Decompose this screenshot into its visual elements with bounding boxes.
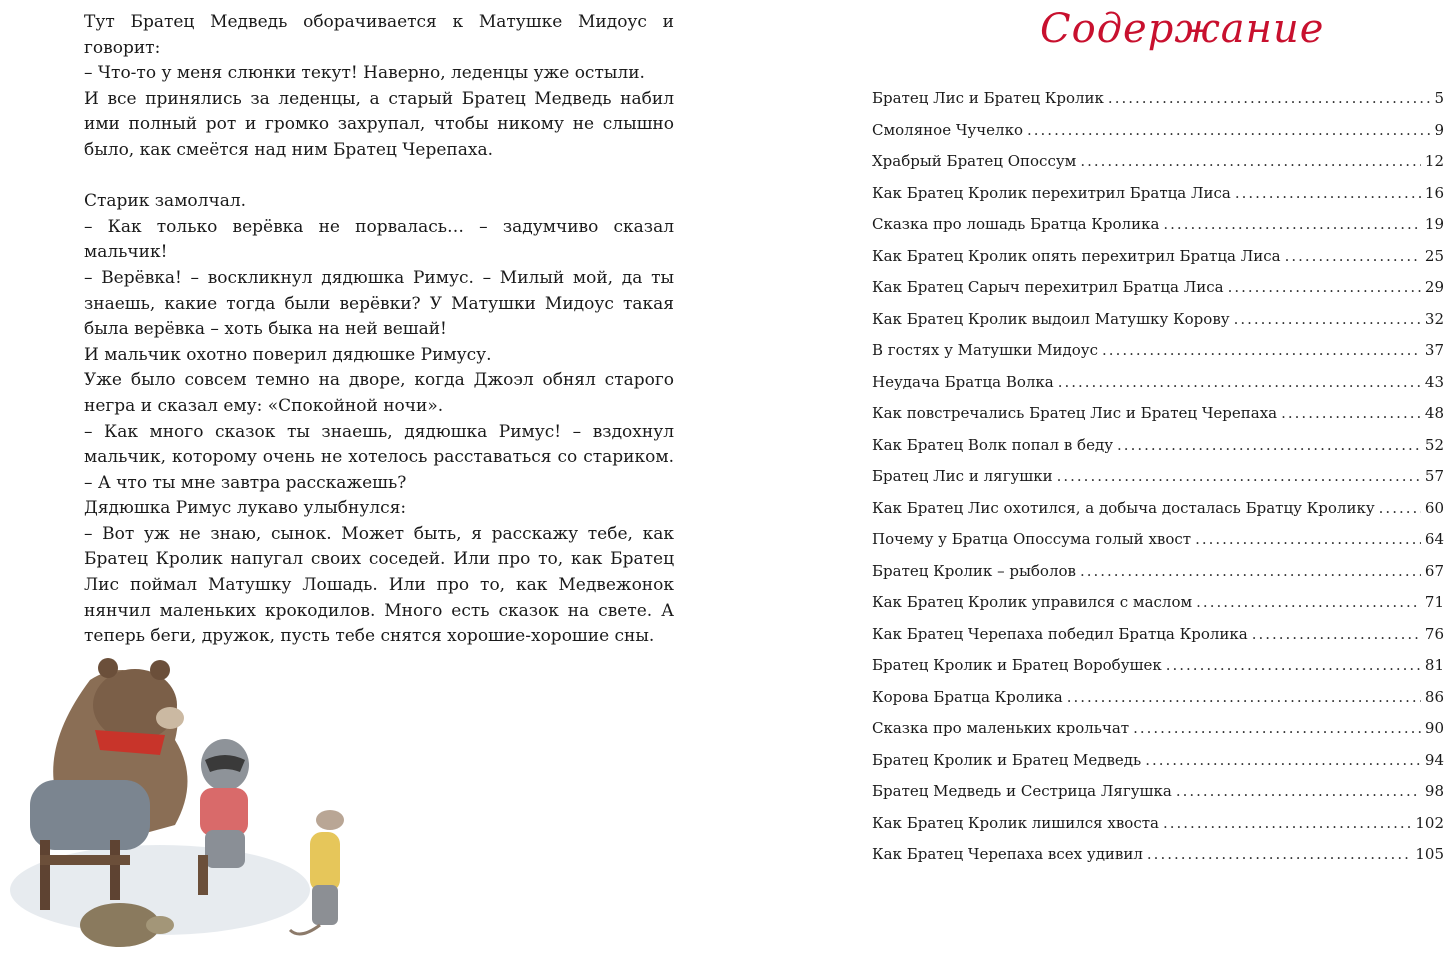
toc-title: Содержание: [1040, 6, 1325, 52]
toc-entry-title: Корова Братца Кролика: [872, 687, 1063, 706]
toc-entry-title: Братец Кролик и Братец Воробушек: [872, 656, 1162, 674]
toc-entry-title: Как Братец Лис охотился, а добыча досталась Братцу Кролику: [872, 498, 1375, 517]
toc-page-number: 64: [1424, 530, 1444, 548]
toc-leader-dots: [1281, 404, 1421, 422]
story-paragraph: Старик замолчал.: [84, 191, 247, 212]
toc-entry-title: Как Братец Кролик выдоил Матушку Корову: [872, 309, 1230, 328]
toc-entry[interactable]: [872, 184, 1444, 216]
toc-entry-title: Братец Медведь и Сестрица Лягушка: [872, 782, 1172, 800]
story-paragraph: Дядюшка Римус лукаво улыбнулся:: [84, 498, 407, 519]
toc-page-number: 94: [1424, 750, 1444, 769]
story-paragraph: – Вот уж не знаю, сынок. Может быть, я расскажу тебе, как Братец Кролик напугал своих соседей. Или про то, как Братец Лис поймал Матушку Лошадь. Или про то, как Медвежонок нянчил маленьких крокодилов. Много есть сказок на свете. А теперь беги, дружок, пусть тебе снятся хорошие-хорошие сны.: [84, 523, 674, 647]
toc-page-number: 43: [1424, 372, 1444, 391]
toc-entry-title: Братец Кролик – рыболов: [872, 561, 1076, 580]
toc-page-number: 52: [1424, 435, 1444, 454]
toc-entry-title: Как Братец Кролик управился с маслом: [872, 593, 1193, 611]
toc-leader-dots: [1285, 247, 1421, 265]
toc-leader-dots: [1117, 436, 1421, 454]
toc-page-number: 9: [1434, 120, 1444, 139]
story-paragraph: – Что-то у меня слюнки текут! Наверно, леденцы уже остыли.: [84, 63, 645, 84]
toc-entry-title: Как Братец Кролик перехитрил Братца Лиса: [872, 183, 1231, 202]
toc-leader-dots: [1379, 499, 1421, 517]
toc-entry[interactable]: [872, 404, 1444, 436]
toc-page-number: 25: [1424, 246, 1444, 265]
toc-page-number: 32: [1424, 309, 1444, 328]
toc-entry[interactable]: [872, 688, 1444, 720]
toc-entry[interactable]: [872, 373, 1444, 405]
toc-entry-title: Сказка про лошадь Братца Кролика: [872, 215, 1160, 233]
toc-entry-title: Смоляное Чучелко: [872, 120, 1023, 139]
toc-leader-dots: [1145, 751, 1421, 769]
animals-illustration: [0, 640, 380, 958]
toc-page-number: 98: [1424, 782, 1444, 800]
toc-page-number: 19: [1424, 215, 1444, 233]
toc-leader-dots: [1102, 341, 1421, 359]
toc-leader-dots: [1080, 562, 1421, 580]
story-paragraph: – Как много сказок ты знаешь, дядюшка Римус! – вздохнул мальчик, которому очень не хотелось расставаться со стариком. – А что ты мне завтра расскажешь?: [84, 421, 674, 493]
toc-page-number: 29: [1424, 278, 1444, 296]
toc-leader-dots: [1058, 373, 1421, 391]
toc-leader-dots: [1235, 184, 1421, 202]
toc-entry-title: Почему у Братца Опоссума голый хвост: [872, 530, 1192, 548]
toc-entry[interactable]: [872, 625, 1444, 657]
toc-leader-dots: [1147, 845, 1411, 863]
toc-page-number: 12: [1424, 152, 1444, 170]
paragraph-gap: [84, 164, 674, 190]
toc-leader-dots: [1027, 121, 1430, 139]
toc-entry-title: Храбрый Братец Опоссум: [872, 152, 1077, 170]
toc-leader-dots: [1057, 467, 1421, 485]
toc-entry-title: Как повстречались Братец Лис и Братец Черепаха: [872, 404, 1278, 422]
table-of-contents: [872, 89, 1444, 877]
toc-page-number: 76: [1424, 624, 1444, 643]
toc-entry-title: В гостях у Матушки Мидоус: [872, 341, 1099, 359]
toc-entry[interactable]: [872, 530, 1444, 562]
story-paragraph: И все принялись за леденцы, а старый Братец Медведь набил ими полный рот и громко захрупал, чтобы никому не слышно было, как смеётся над ним Братец Черепаха.: [84, 88, 674, 160]
toc-entry[interactable]: [872, 719, 1444, 751]
toc-entry[interactable]: [872, 751, 1444, 783]
story-paragraph: Тут Братец Медведь оборачивается к Матушке Мидоус и говорит:: [84, 12, 674, 58]
toc-entry-title: Неудача Братца Волка: [872, 372, 1054, 391]
toc-entry-title: Братец Лис и Братец Кролик: [872, 89, 1104, 107]
toc-entry-title: Как Братец Черепаха всех удивил: [872, 845, 1143, 863]
toc-leader-dots: [1228, 278, 1421, 296]
story-paragraph: – Как только верёвка не порвалась… – задумчиво сказал мальчик!: [84, 216, 674, 263]
toc-entry-title: Братец Кролик и Братец Медведь: [872, 750, 1142, 769]
toc-page-number: 90: [1424, 719, 1444, 737]
toc-leader-dots: [1108, 89, 1431, 107]
mouse-figure: [290, 810, 344, 934]
toc-entry-title: Как Братец Черепаха победил Братца Кролика: [872, 624, 1248, 643]
toc-entry[interactable]: [872, 845, 1444, 877]
toc-leader-dots: [1196, 593, 1421, 611]
toc-page-number: 102: [1415, 813, 1444, 832]
toc-entry[interactable]: [872, 215, 1444, 247]
story-paragraph: – Верёвка! – воскликнул дядюшка Римус. – Милый мой, да ты знаешь, какие тогда были верёвки? У Матушки Мидоус такая была верёвка – хоть быка на ней вешай!: [84, 267, 674, 340]
toc-page-number: 60: [1424, 498, 1444, 517]
toc-entry-title: Как Братец Волк попал в беду: [872, 435, 1114, 454]
story-paragraph: И мальчик охотно поверил дядюшке Римусу.: [84, 344, 492, 365]
toc-entry-title: Как Братец Кролик лишился хвоста: [872, 813, 1159, 832]
toc-entry[interactable]: [872, 89, 1444, 121]
toc-leader-dots: [1166, 656, 1421, 674]
toc-page-number: 16: [1424, 183, 1444, 202]
toc-entry[interactable]: [872, 152, 1444, 184]
toc-leader-dots: [1252, 625, 1421, 643]
toc-entry[interactable]: [872, 562, 1444, 594]
toc-leader-dots: [1195, 530, 1421, 548]
toc-entry[interactable]: [872, 782, 1444, 814]
toc-page-number: 37: [1424, 341, 1444, 359]
toc-leader-dots: [1080, 152, 1421, 170]
toc-entry[interactable]: [872, 310, 1444, 342]
story-paragraph: Уже было совсем темно на дворе, когда Джоэл обнял старого негра и сказал ему: «Спокойной ночи».: [84, 370, 674, 416]
toc-page-number: 57: [1424, 467, 1444, 485]
toc-page-number: 67: [1424, 561, 1444, 580]
toc-page-number: 81: [1424, 656, 1444, 674]
toc-entry[interactable]: [872, 436, 1444, 468]
toc-entry-title: Как Братец Кролик опять перехитрил Братца Лиса: [872, 246, 1281, 265]
toc-leader-dots: [1067, 688, 1421, 706]
toc-entry[interactable]: [872, 593, 1444, 625]
toc-entry[interactable]: [872, 278, 1444, 310]
story-text: [84, 10, 674, 650]
toc-entry[interactable]: [872, 341, 1444, 373]
toc-entry-title: Братец Лис и лягушки: [872, 467, 1053, 485]
toc-page-number: 105: [1415, 845, 1444, 863]
toc-entry[interactable]: [872, 656, 1444, 688]
toc-leader-dots: [1133, 719, 1421, 737]
toc-page-number: 71: [1424, 593, 1444, 611]
left-page: [0, 0, 722, 958]
toc-leader-dots: [1163, 215, 1421, 233]
toc-entry[interactable]: [872, 467, 1444, 499]
toc-page-number: 5: [1434, 89, 1444, 107]
toc-page-number: 48: [1424, 404, 1444, 422]
toc-leader-dots: [1163, 814, 1411, 832]
toc-entry-title: Сказка про маленьких крольчат: [872, 719, 1130, 737]
toc-entry[interactable]: [872, 247, 1444, 279]
toc-leader-dots: [1176, 782, 1421, 800]
toc-page-number: 86: [1424, 687, 1444, 706]
toc-entry[interactable]: [872, 499, 1444, 531]
toc-leader-dots: [1234, 310, 1421, 328]
toc-entry[interactable]: [872, 121, 1444, 153]
toc-entry-title: Как Братец Сарыч перехитрил Братца Лиса: [872, 278, 1224, 296]
toc-entry[interactable]: [872, 814, 1444, 846]
